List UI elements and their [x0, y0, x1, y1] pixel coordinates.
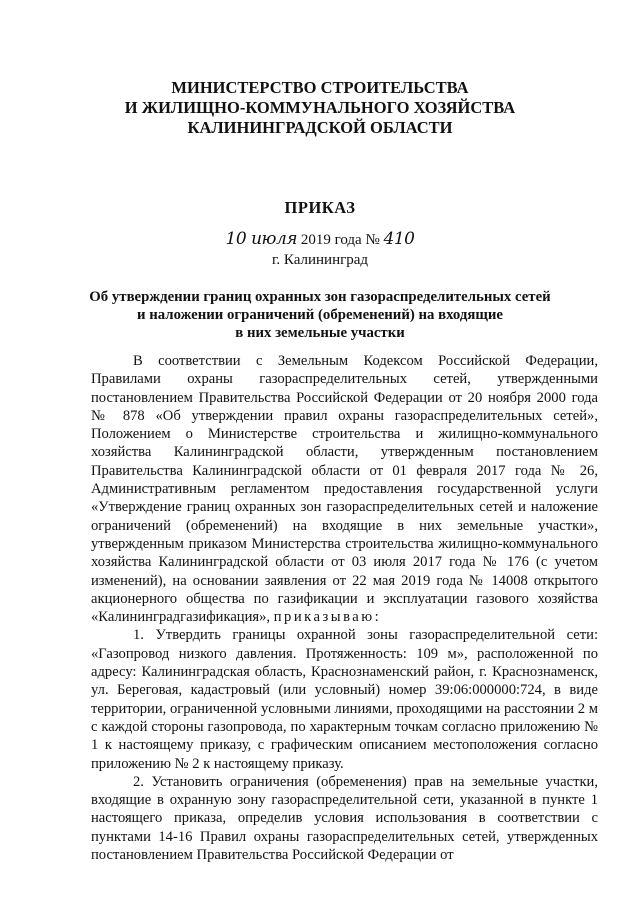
subject-line-2: и наложении ограничений (обременений) на входящие [137, 307, 503, 323]
clause-2-paragraph: 2. Установить ограничения (обременения) прав на земельные участки, входящие в охранную зону газораспределительной сети, указанной в пункте 1 настоящего приказа, определив условия использования в соответствии с пунктами 14-16 Правил охраны газораспределительных сетей, утвержденных постановлением Правительства Российской Федерации от [91, 773, 598, 864]
ministry-header-line-1: МИНИСТЕРСТВО СТРОИТЕЛЬСТВА [171, 78, 469, 97]
handwritten-order-number: 410 [383, 229, 415, 249]
ministry-header [0, 78, 640, 138]
ministry-header-line-2: И ЖИЛИЩНО-КОММУНАЛЬНОГО ХОЗЯЙСТВА [124, 98, 516, 117]
city-name: г. Калининград [271, 252, 369, 268]
document-body [91, 352, 598, 864]
subject-line-3: в них земельные участки [235, 325, 405, 341]
date-line [0, 228, 640, 251]
ministry-header-line-3: КАЛИНИНГРАДСКОЙ ОБЛАСТИ [187, 118, 453, 137]
subject-line-1: Об утверждении границ охранных зон газораспределительных сетей [89, 289, 551, 305]
clause-1-paragraph: 1. Утвердить границы охранной зоны газораспределительной сети: «Газопровод низкого давления. Протяженность: 109 м», расположенной по адресу: Калининградская область, Краснознаменский район, г. Краснознаменск, ул. Береговая, кадастровый (или условный) номер 39:06:000000:724, в виде территории, ограниченной условными линиями, проходящими на расстоянии 2 м с каждой стороны газопровода, по характерным точкам согласно приложению № 1 к настоящему приказу, с графическим описанием местоположения согласно приложению № 2 к настоящему приказу. [91, 627, 598, 772]
document-type-title: ПРИКАЗ [284, 198, 356, 217]
handwritten-date: 10 июля [225, 229, 298, 249]
preamble-paragraph [91, 352, 598, 626]
order-verb: приказываю: [273, 609, 382, 626]
order-subject [70, 288, 570, 342]
printed-year: 2019 года № [300, 232, 380, 248]
preamble-text: В соответствии с Земельным Кодексом Российской Федерации, Правилами охраны газораспределительных сетей, утвержденными постановлением Правительства Российской Федерации от 20 ноября 2000 года № 878 «Об утверждении правил охраны газораспределительных сетей», Положением о Министерстве строительства и жилищно-коммунального хозяйства Калининградской области, утвержденным постановлением Правительства Калининградской области от 01 февраля 2017 года № 26, Административным регламентом предоставления государственной услуги «Утверждение границ охранных зон газораспределительных сетей и наложение ограничений (обременений) на входящие в них земельные участки», утвержденным приказом Министерства строительства жилищно-коммунального хозяйства Калининградской области от 03 июля 2017 года № 176 (с учетом изменений), на основании заявления от 22 мая 2019 года № 14008 открытого акционерного общества по газификации и эксплуатации газового хозяйства «Калининградгазификация», [91, 353, 598, 626]
